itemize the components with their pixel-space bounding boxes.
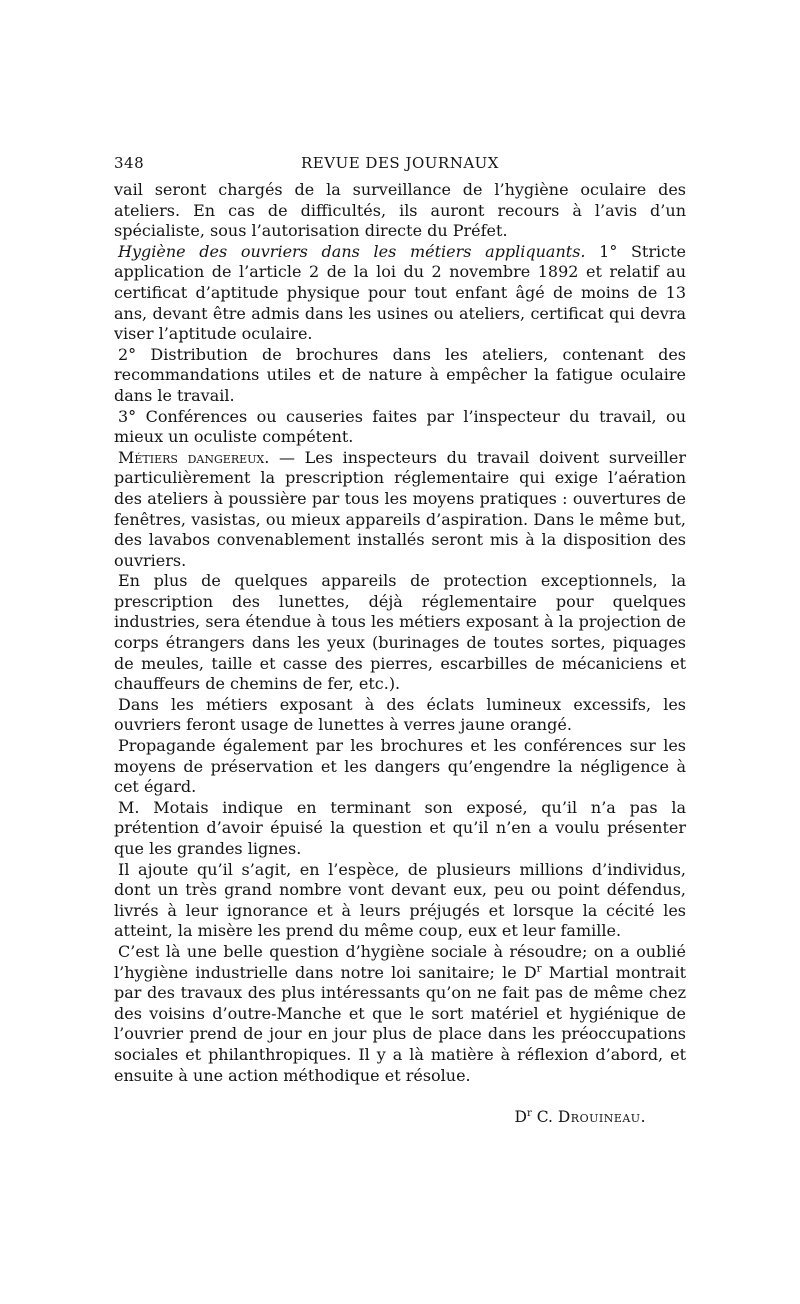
paragraph-text: M. Motais indique en terminant son exposé, qu’il n’a pas la prétention d’avoir épuisé la question et qu’il n’en a voulu présenter que les grandes lignes. — [114, 797, 686, 858]
author-signature — [114, 1108, 686, 1126]
paragraph — [114, 798, 686, 860]
paragraph-text: En plus de quelques appareils de protection exceptionnels, la prescription des lunettes, déjà réglementaire pour quelques industries, sera étendue à tous les métiers exposant à la projection de corps étrangers dans les yeux (burinages de toutes sortes, piquages de meules, taille et casse des pierres, escarbilles de mécaniciens et chauffeurs de chemins de fer, etc.). — [114, 571, 686, 694]
page-number: 348 — [114, 154, 145, 172]
paragraph-text: Il ajoute qu’il s’agit, en l’espèce, de plusieurs millions d’individus, dont un très grand nombre vont devant eux, peu ou point défendus, livrés à leur ignorance et à leurs préjugés et lorsque la cécité les atteint, la misère les prend du même coup, eux et leur famille. — [114, 859, 686, 941]
paragraph — [114, 345, 686, 407]
signature-title-superscript: r — [526, 1107, 532, 1119]
paragraph — [114, 242, 686, 345]
page-header — [114, 154, 686, 180]
paragraph-text: Dans les métiers exposant à des éclats lumineux excessifs, les ouvriers feront usage de lunettes à verres jaune orangé. — [114, 694, 686, 735]
article-body — [114, 180, 686, 1086]
running-title: REVUE DES JOURNAUX — [301, 154, 499, 172]
paragraph-text: C’est là une belle question d’hygiène sociale à résoudre; on a oublié l’hygiène industrielle dans notre loi sanitaire; le D — [114, 941, 686, 982]
section-heading-italic: Hygiène des ouvriers dans les métiers appliquants. — [118, 241, 586, 261]
paragraph — [114, 942, 686, 1086]
signature-name: Drouineau. — [557, 1108, 646, 1127]
paragraph — [114, 736, 686, 798]
superscript: r — [536, 962, 542, 975]
paragraph — [114, 571, 686, 695]
section-heading-smallcaps: Métiers dangereux. — [118, 447, 270, 467]
paragraph-text: vail seront chargés de la surveillance de l’hygiène oculaire des ateliers. En cas de difficultés, ils auront recours à l’avis d’un spécialiste, sous l’autorisation directe du Préfet. — [114, 180, 686, 241]
paragraph — [114, 695, 686, 736]
paragraph-text: Martial montrait par des travaux des plus intéressants qu’on ne fait pas de même chez des voisins d’outre-Manche et que le sort matériel et hygiénique de l’ouvrier prend de jour en jour plus de place dans les préoccupations sociales et philanthropiques. Il y a là matière à réflexion d’abord, et ensuite à une action méthodique et résolue. — [114, 962, 687, 1085]
paragraph — [114, 407, 686, 448]
paragraph-text: 1° Stricte application de l’article 2 de la loi du 2 novembre 1892 et relatif au certificat d’aptitude physique pour tout enfant âgé de moins de 13 ans, devant être admis dans les usines ou ateliers, certificat qui devra viser l’aptitude oculaire. — [114, 241, 686, 344]
document-page — [114, 154, 686, 1126]
paragraph-text: 3° Conférences ou causeries faites par l’inspecteur du travail, ou mieux un oculiste compétent. — [114, 406, 686, 447]
signature-initial: C. — [531, 1108, 558, 1127]
paragraph — [114, 180, 686, 242]
paragraph — [114, 448, 686, 572]
paragraph — [114, 860, 686, 942]
signature-title: D — [514, 1108, 527, 1127]
paragraph-text: Propagande également par les brochures et les conférences sur les moyens de préservation et les dangers qu’engendre la négligence à cet égard. — [114, 736, 686, 797]
paragraph-text: — Les inspecteurs du travail doivent surveiller particulièrement la prescription réglementaire qui exige l’aération des ateliers à poussière par tous les moyens pratiques : ouvertures de fenêtres, vasistas, ou mieux appareils d’aspiration. Dans le même but, des lavabos convenablement installés seront mis à la disposition des ouvriers. — [114, 447, 687, 570]
paragraph-text: 2° Distribution de brochures dans les ateliers, contenant des recommandations utiles et de nature à empêcher la fatigue oculaire dans le travail. — [114, 344, 686, 405]
